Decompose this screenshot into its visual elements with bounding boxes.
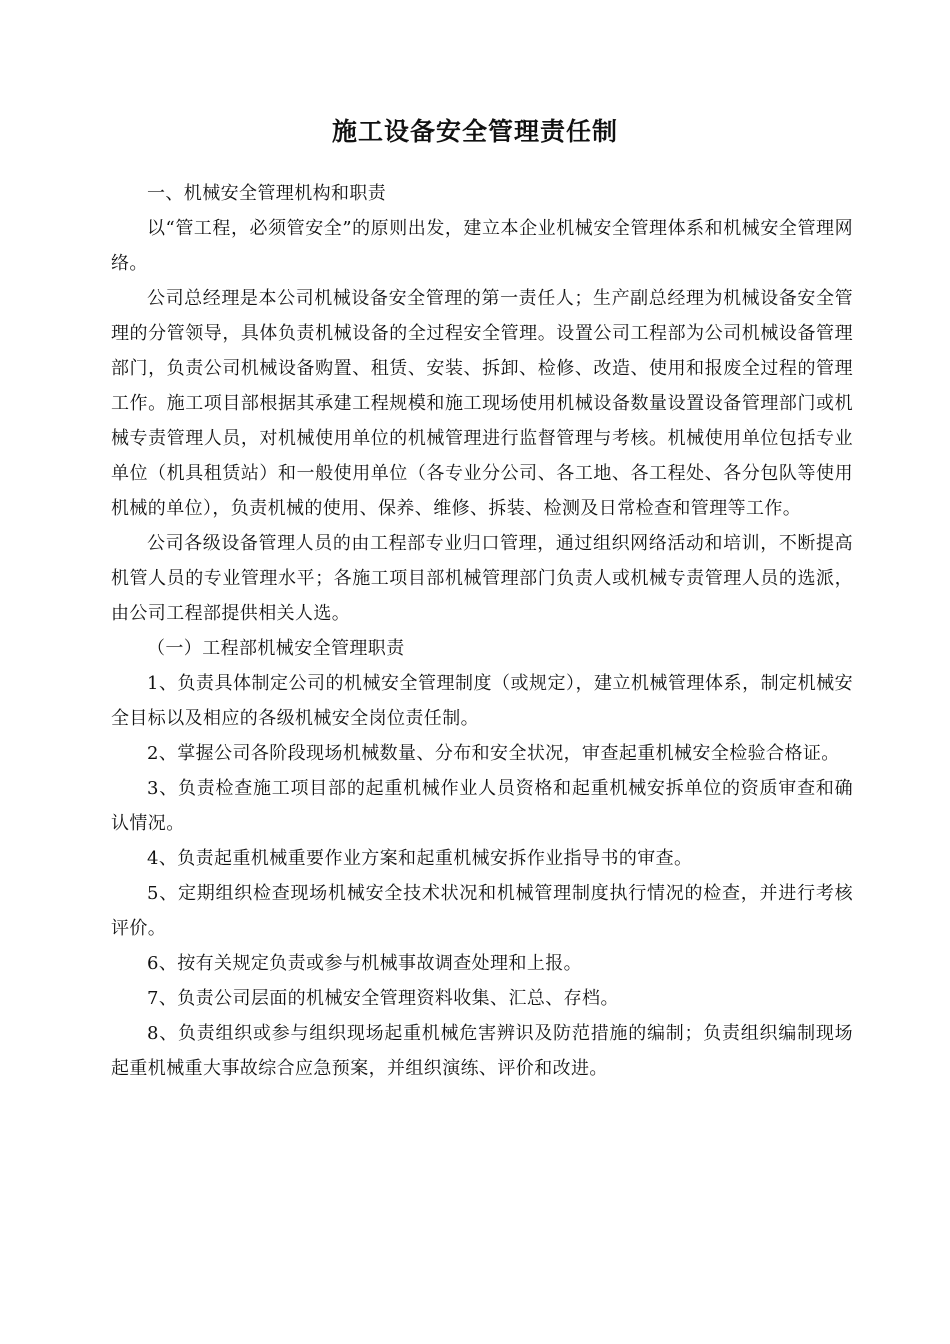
duty-item-2: 2、掌握公司各阶段现场机械数量、分布和安全状况，审查起重机械安全检验合格证。 (147, 743, 840, 764)
document-body (111, 176, 853, 1086)
duty-item-1: 1、负责具体制定公司的机械安全管理制度（或规定），建立机械管理体系，制定机械安全目标以及相应的各级机械安全岗位责任制。 (111, 673, 853, 729)
document-title: 施工设备安全管理责任制 (331, 117, 618, 146)
subsection-heading-1: （一）工程部机械安全管理职责 (147, 638, 405, 659)
duty-item-3: 3、负责检查施工项目部的起重机械作业人员资格和起重机械安拆单位的资质审查和确认情况。 (111, 778, 853, 834)
paragraph-personnel: 公司各级设备管理人员的由工程部专业归口管理，通过组织网络活动和培训，不断提高机管人员的专业管理水平；各施工项目部机械管理部门负责人或机械专责管理人员的选派，由公司工程部提供相关人选。 (111, 533, 853, 624)
duty-item-6: 6、按有关规定负责或参与机械事故调查处理和上报。 (147, 953, 583, 974)
duty-item-5: 5、定期组织检查现场机械安全技术状况和机械管理制度执行情况的检查，并进行考核评价。 (111, 883, 853, 939)
section-heading-1: 一、机械安全管理机构和职责 (147, 183, 387, 204)
paragraph-responsibility: 公司总经理是本公司机械设备安全管理的第一责任人；生产副总经理为机械设备安全管理的分管领导，具体负责机械设备的全过程安全管理。设置公司工程部为公司机械设备管理部门，负责公司机械设备购置、租赁、安装、拆卸、检修、改造、使用和报废全过程的管理工作。施工项目部根据其承建工程规模和施工现场使用机械设备数量设置设备管理部门或机械专责管理人员，对机械使用单位的机械管理进行监督管理与考核。机械使用单位包括专业单位（机具租赁站）和一般使用单位（各专业分公司、各工地、各工程处、各分包队等使用机械的单位），负责机械的使用、保养、维修、拆装、检测及日常检查和管理等工作。 (111, 288, 853, 519)
duty-item-4: 4、负责起重机械重要作业方案和起重机械安拆作业指导书的审查。 (147, 848, 693, 869)
paragraph-principle: 以“管工程，必须管安全”的原则出发，建立本企业机械安全管理体系和机械安全管理网络。 (111, 218, 853, 274)
duty-item-8: 8、负责组织或参与组织现场起重机械危害辨识及防范措施的编制；负责组织编制现场起重机械重大事故综合应急预案，并组织演练、评价和改进。 (111, 1023, 853, 1079)
duty-item-7: 7、负责公司层面的机械安全管理资料收集、汇总、存档。 (147, 988, 619, 1009)
